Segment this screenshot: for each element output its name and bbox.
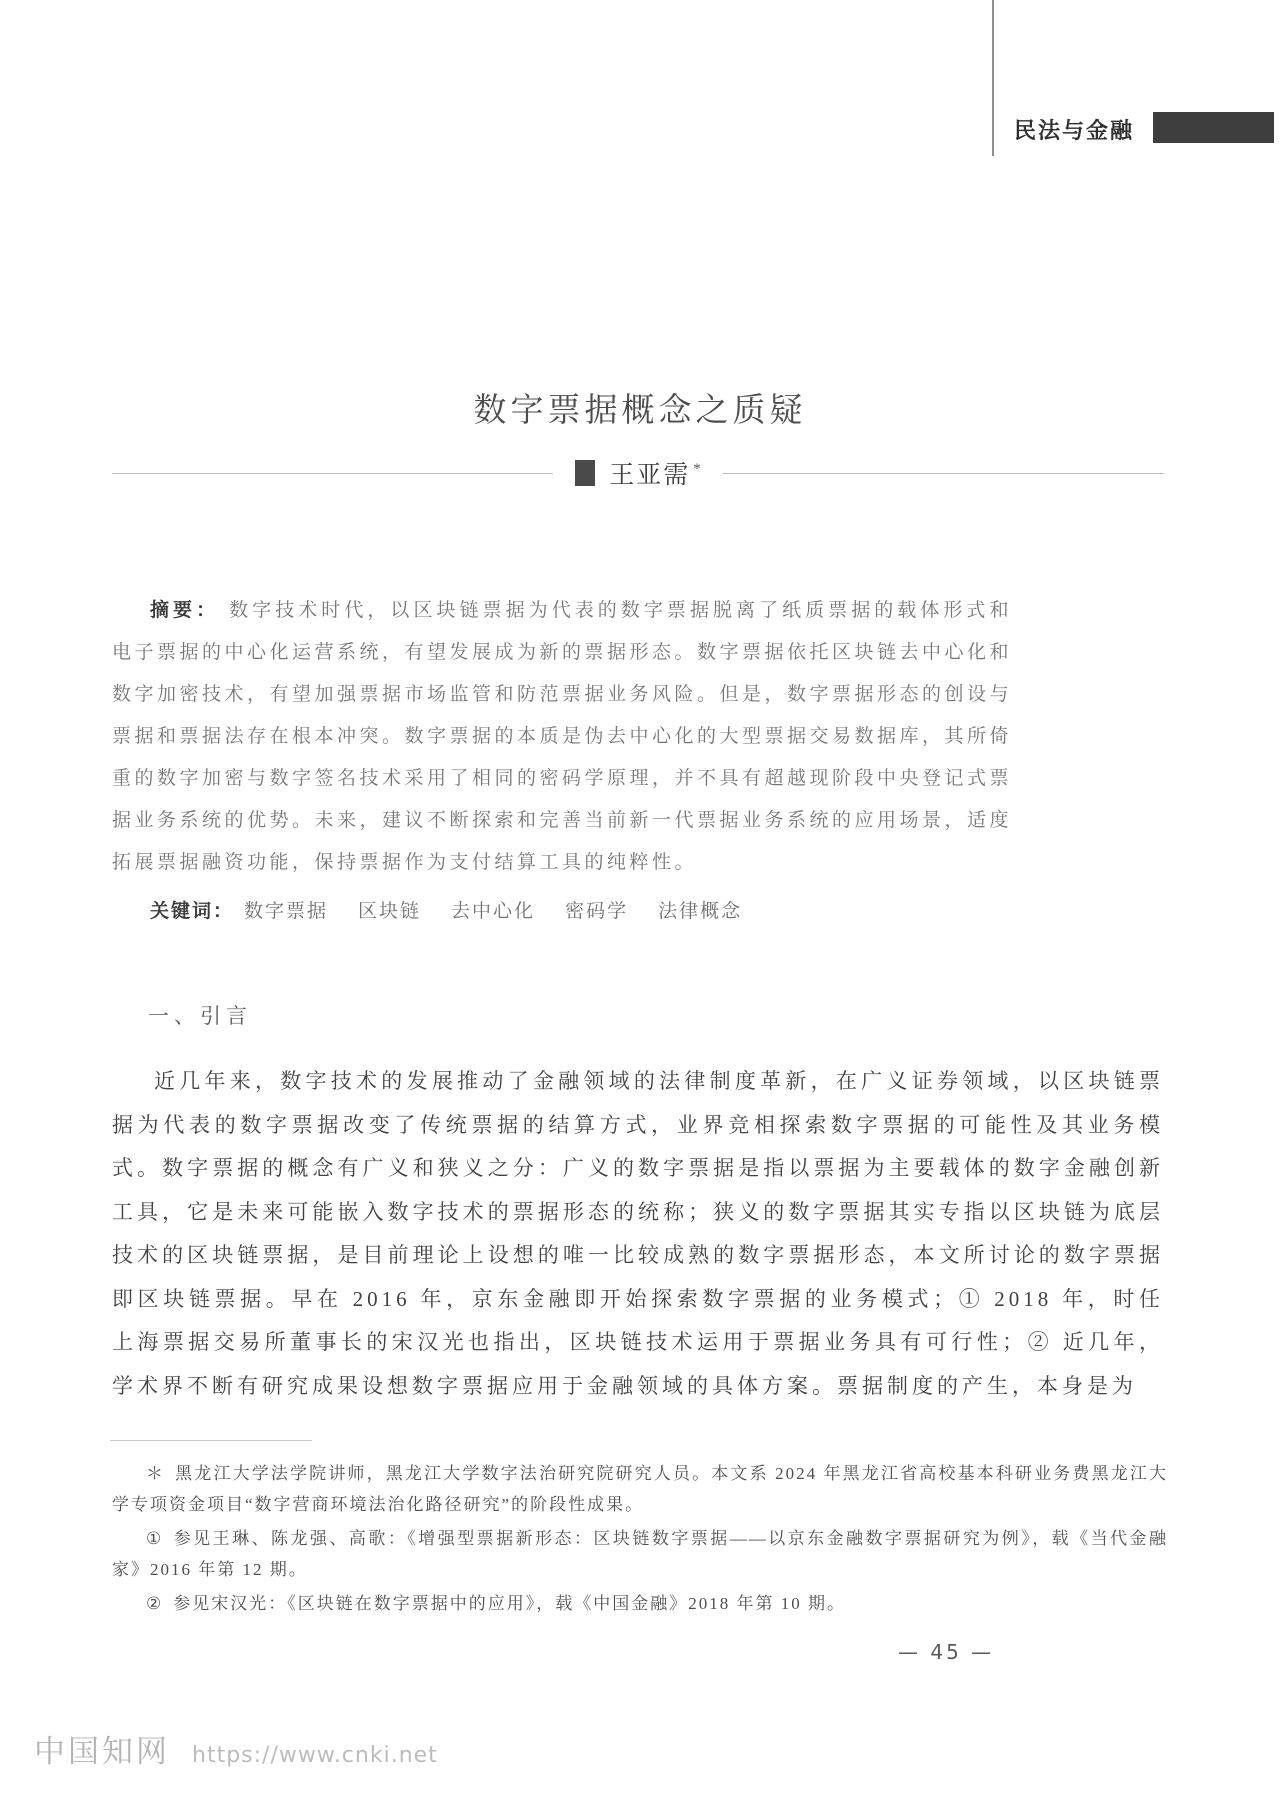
footnote-marker: ② [146, 1594, 164, 1613]
abstract-block [112, 590, 1012, 884]
abstract-paragraph [112, 590, 1012, 884]
byline-rule-right [723, 473, 1164, 474]
cnki-url: https://www.cnki.net [192, 1743, 438, 1768]
footnote-text: 参见宋汉光：《区块链在数字票据中的应用》，载《中国金融》2018 年第 10 期。 [173, 1594, 846, 1613]
keyword: 数字票据 [244, 901, 329, 922]
header-ink-block [1153, 112, 1274, 143]
cnki-watermark [34, 1726, 438, 1771]
footnote-divider-line [110, 1440, 312, 1441]
page-number: — 45 — [898, 1640, 995, 1664]
footnote-2 [112, 1588, 1168, 1619]
footnote-marker: ① [146, 1529, 164, 1548]
footnotes-block [112, 1458, 1168, 1622]
author-square-icon [575, 460, 595, 486]
section-heading: 一、引言 [148, 1004, 252, 1028]
byline [112, 458, 1164, 488]
keyword: 密码学 [565, 901, 629, 922]
body-paragraph-block [112, 1060, 1164, 1408]
cnki-brand: 中国知网 [34, 1734, 170, 1770]
column-label: 民法与金融 [1014, 119, 1135, 144]
author-footnote-mark: * [693, 460, 701, 477]
keyword: 去中心化 [451, 901, 536, 922]
footnote-marker: ＊ [146, 1464, 166, 1483]
keyword: 法律概念 [658, 901, 743, 922]
abstract-text: 数字技术时代，以区块链票据为代表的数字票据脱离了纸质票据的载体形式和电子票据的中心化运营系统，有望发展成为新的票据形态。数字票据依托区块链去中心化和数字加密技术，有望加强票据市场监管和防范票据业务风险。但是，数字票据形态的创设与票据和票据法存在根本冲突。数字票据的本质是伪去中心化的大型票据交易数据库，其所倚重的数字加密与数字签名技术采用了相同的密码学原理，并不具有超越现阶段中央登记式票据业务系统的优势。未来，建议不断探索和完善当前新一代票据业务系统的应用场景，适度拓展票据融资功能，保持票据作为支付结算工具的纯粹性。 [112, 600, 1013, 873]
keywords-line [112, 896, 1012, 923]
footnote-text: 参见王琳、陈龙强、高歌：《增强型票据新形态：区块链数字票据——以京东金融数字票据研究为例》，载《当代金融家》2016 年第 12 期。 [112, 1529, 1169, 1579]
footnote-1 [112, 1523, 1168, 1585]
byline-rule-left [112, 473, 553, 474]
page-title: 数字票据概念之质疑 [473, 390, 807, 429]
footnote-text: 黑龙江大学法学院讲师，黑龙江大学数字法治研究院研究人员。本文系 2024 年黑龙江省高校基本科研业务费黑龙江大学专项资金项目“数字营商环境法治化路径研究”的阶段性成果。 [112, 1464, 1169, 1514]
keyword: 区块链 [358, 901, 422, 922]
body-paragraph: 近几年来，数字技术的发展推动了金融领域的法律制度革新，在广义证券领域，以区块链票据为代表的数字票据改变了传统票据的结算方式，业界竞相探索数字票据的可能性及其业务模式。数字票据的概念有广义和狭义之分：广义的数字票据是指以票据为主要载体的数字金融创新工具，它是未来可能嵌入数字技术的票据形态的统称；狭义的数字票据其实专指以区块链为底层技术的区块链票据，是目前理论上设想的唯一比较成熟的数字票据形态，本文所讨论的数字票据即区块链票据。早在 2016 年，京东金融即开始探索数字票据的业务模式；① 2018 年，时任上海票据交易所董事长的宋汉光也指出，区块链技术运用于票据业务具有可行性；② 近几年，学术界不断有研究成果设想数字票据应用于金融领域的具体方案。票据制度的产生，本身是为 [112, 1069, 1164, 1398]
abstract-label: 摘要： [150, 600, 220, 621]
header-divider-line [992, 0, 994, 156]
keywords-label: 关键词： [150, 901, 235, 922]
footnote-author [112, 1458, 1168, 1520]
author-name: 王亚需 [609, 460, 691, 489]
